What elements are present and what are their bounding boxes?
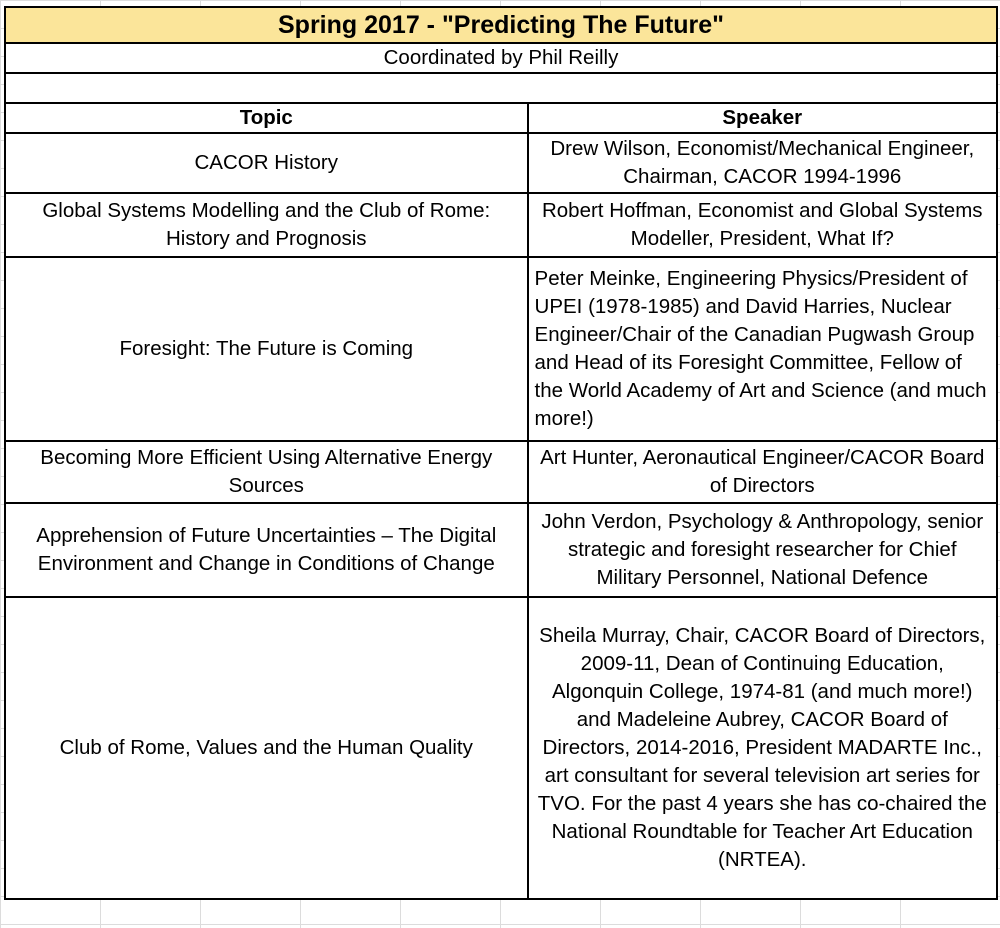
speaker-cell[interactable]: John Verdon, Psychology & Anthropology, senior strategic and foresight researcher for Chief Military Personnel, National Defence [528,503,997,597]
page-title[interactable]: Spring 2017 - "Predicting The Future" [5,7,997,43]
table-row [5,193,997,257]
header-row [5,103,997,133]
table-row [5,503,997,597]
topic-cell[interactable]: Club of Rome, Values and the Human Quality [5,597,528,899]
speaker-cell[interactable]: Drew Wilson, Economist/Mechanical Engineer, Chairman, CACOR 1994-1996 [528,133,997,193]
topic-cell[interactable]: Becoming More Efficient Using Alternative Energy Sources [5,441,528,503]
topic-cell[interactable]: Foresight: The Future is Coming [5,257,528,441]
subtitle-row [5,43,997,73]
table-row [5,597,997,899]
speaker-cell[interactable]: Robert Hoffman, Economist and Global Systems Modeller, President, What If? [528,193,997,257]
speaker-header[interactable]: Speaker [528,103,997,133]
schedule-table [4,6,998,900]
title-row [5,7,997,43]
table-row [5,441,997,503]
blank-row [5,73,997,103]
table-row [5,133,997,193]
table-row [5,257,997,441]
topic-header[interactable]: Topic [5,103,528,133]
speaker-cell[interactable]: Peter Meinke, Engineering Physics/President of UPEI (1978-1985) and David Harries, Nuclear Engineer/Chair of the Canadian Pugwash Group and Head of its Foresight Committee, Fellow of the World Academy of Art and Science (and much more!) [528,257,997,441]
topic-cell[interactable]: Global Systems Modelling and the Club of Rome: History and Prognosis [5,193,528,257]
empty-cell[interactable] [5,73,997,103]
topic-cell[interactable]: CACOR History [5,133,528,193]
speaker-cell[interactable]: Sheila Murray, Chair, CACOR Board of Directors, 2009-11, Dean of Continuing Education, Algonquin College, 1974-81 (and much more!) and Madeleine Aubrey, CACOR Board of Directors, 2014-2016, President MADARTE Inc., art consultant for several television art series for TVO. For the past 4 years she has co-chaired the National Roundtable for Teacher Art Education (NRTEA). [528,597,997,899]
speaker-cell[interactable]: Art Hunter, Aeronautical Engineer/CACOR Board of Directors [528,441,997,503]
topic-cell[interactable]: Apprehension of Future Uncertainties – The Digital Environment and Change in Conditions of Change [5,503,528,597]
coordinator-line[interactable]: Coordinated by Phil Reilly [5,43,997,73]
